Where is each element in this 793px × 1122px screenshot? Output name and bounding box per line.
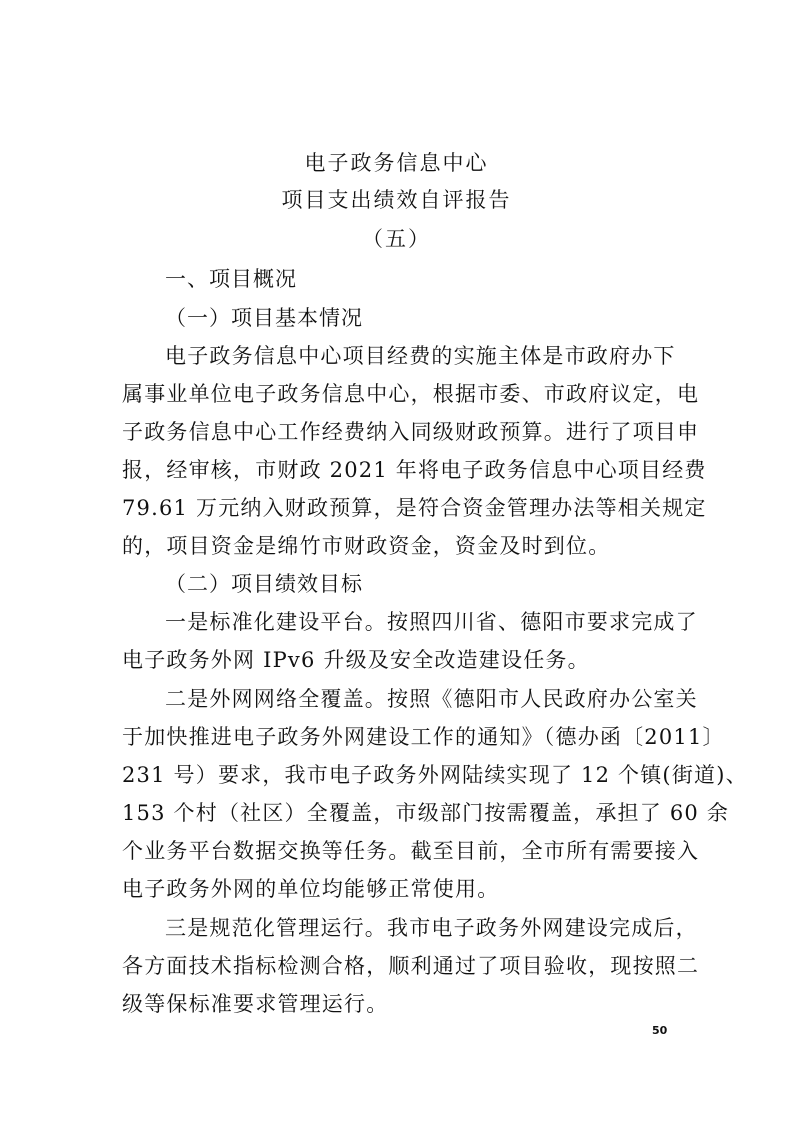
paragraph-line: 电子政务外网的单位均能够正常使用。 bbox=[122, 877, 500, 901]
paragraph-line: 于加快推进电子政务外网建设工作的通知》（德办函〔2011〕 bbox=[122, 725, 725, 749]
paragraph-line: 二是外网网络全覆盖。按照《德阳市人民政府办公室关 bbox=[165, 687, 698, 711]
paragraph-line: 属事业单位电子政务信息中心，根据市委、市政府议定，电 bbox=[122, 382, 700, 406]
document-title-line-2: 项目支出绩效自评报告 bbox=[281, 188, 512, 212]
paragraph-line: 的，项目资金是绵竹市财政资金，资金及时到位。 bbox=[122, 534, 611, 558]
paragraph-line: 各方面技术指标检测合格，顺利通过了项目验收，现按照二 bbox=[122, 954, 700, 978]
subsection-heading: （一）项目基本情况 bbox=[165, 306, 363, 330]
paragraph-line: 79.61 万元纳入财政预算，是符合资金管理办法等相关规定 bbox=[122, 496, 707, 520]
page-number: 50 bbox=[652, 1024, 668, 1037]
document-title-line-1: 电子政务信息中心 bbox=[304, 151, 489, 175]
paragraph-line: 三是规范化管理运行。我市电子政务外网建设完成后， bbox=[165, 916, 698, 940]
paragraph-line: 电子政务信息中心项目经费的实施主体是市政府办下 bbox=[165, 344, 676, 368]
paragraph-line: 电子政务外网 IPv6 升级及安全改造建设任务。 bbox=[122, 648, 590, 672]
paragraph-line: 子政务信息中心工作经费纳入同级财政预算。进行了项目申 bbox=[122, 420, 700, 444]
document-title-line-3: （五） bbox=[362, 227, 431, 251]
paragraph-line: 一是标准化建设平台。按照四川省、德阳市要求完成了 bbox=[165, 610, 698, 634]
subsection-heading: （二）项目绩效目标 bbox=[165, 572, 363, 596]
paragraph-line: 153 个村（社区）全覆盖，市级部门按需覆盖，承担了 60 余 bbox=[122, 801, 730, 825]
paragraph-line: 个业务平台数据交换等任务。截至目前，全市所有需要接入 bbox=[122, 839, 700, 863]
paragraph-line: 报，经审核，市财政 2021 年将电子政务信息中心项目经费 bbox=[122, 458, 707, 482]
paragraph-line: 231 号）要求，我市电子政务外网陆续实现了 12 个镇(街道)、 bbox=[122, 763, 748, 787]
section-heading: 一、项目概况 bbox=[165, 267, 297, 291]
paragraph-line: 级等保标准要求管理运行。 bbox=[122, 992, 389, 1016]
